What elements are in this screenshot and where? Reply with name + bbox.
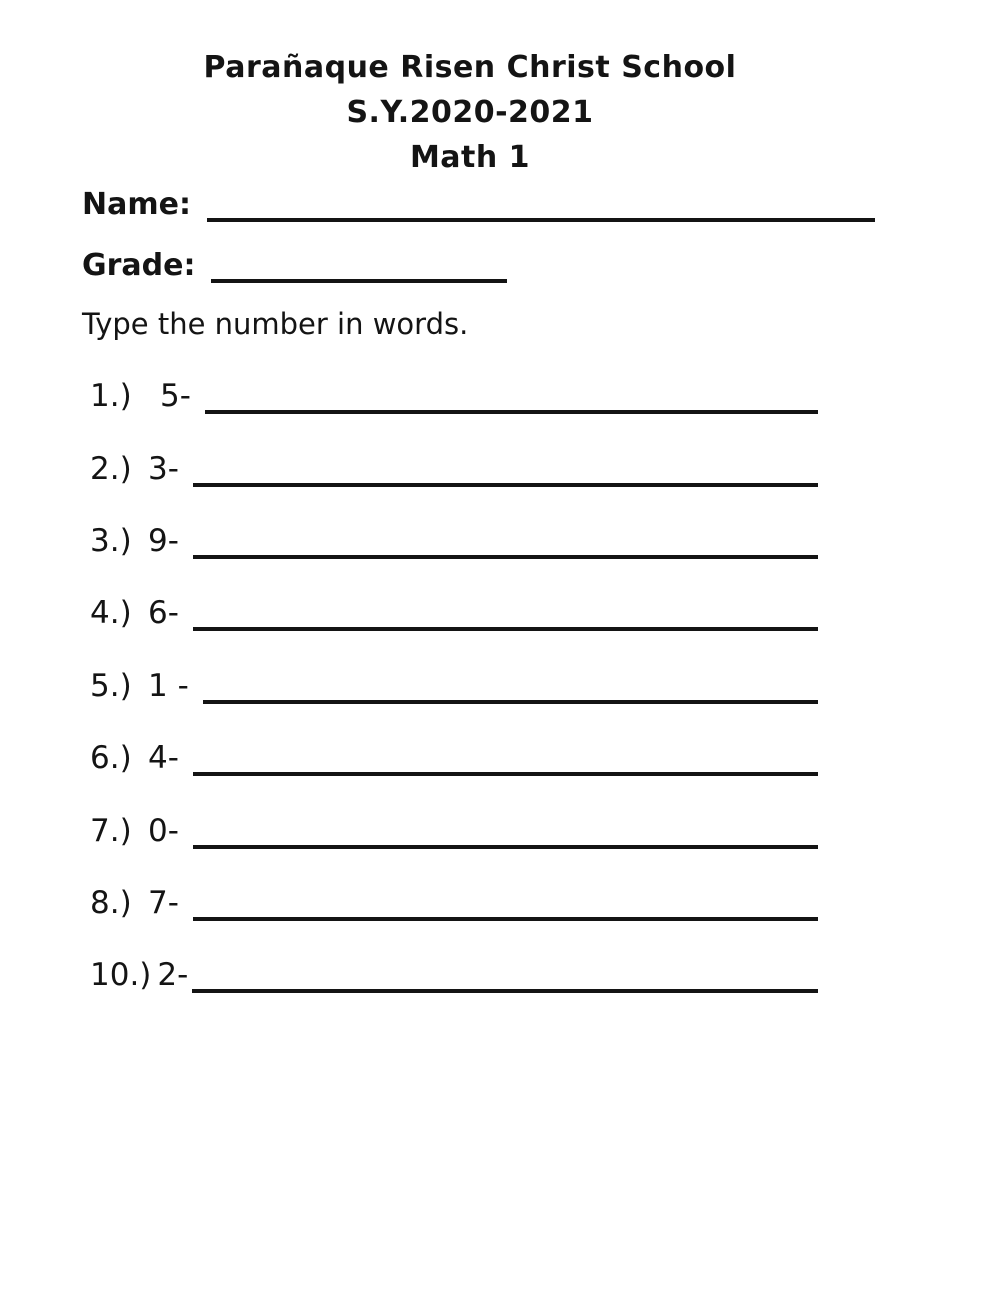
item-number-label: 7.): [90, 813, 132, 849]
answer-blank[interactable]: [205, 378, 818, 414]
worksheet-item: [90, 809, 818, 853]
answer-blank[interactable]: [193, 885, 818, 921]
worksheet-item: [90, 881, 818, 925]
grade-blank[interactable]: [211, 249, 507, 283]
grade-row: [82, 247, 507, 285]
worksheet-item: [90, 736, 818, 780]
item-number-label: 3.): [90, 523, 132, 559]
worksheet-item: [90, 374, 818, 418]
item-value: 9-: [148, 523, 179, 559]
item-value: 5-: [160, 378, 191, 414]
name-label: Name:: [82, 187, 191, 222]
item-value: 4-: [148, 740, 179, 776]
item-number-label: 4.): [90, 595, 132, 631]
item-number-label: 5.): [90, 668, 132, 704]
worksheet-item: [90, 664, 818, 708]
item-value: 2-: [157, 957, 189, 993]
name-row: [82, 186, 875, 224]
school-name: Parañaque Risen Christ School: [203, 50, 737, 85]
item-number-label: 2.): [90, 451, 132, 487]
answer-blank[interactable]: [193, 595, 818, 631]
item-value: 6-: [148, 595, 179, 631]
item-number-label: 6.): [90, 740, 132, 776]
item-number-label: 1.): [90, 378, 132, 414]
answer-blank[interactable]: [192, 957, 818, 993]
answer-blank[interactable]: [193, 451, 818, 487]
school-year: S.Y.2020-2021: [346, 95, 594, 130]
subject-title: Math 1: [409, 140, 531, 175]
worksheet-item: [90, 447, 818, 491]
item-value: 0-: [148, 813, 179, 849]
instruction-text: Type the number in words.: [82, 307, 469, 341]
worksheet-item: [90, 519, 818, 563]
answer-blank[interactable]: [193, 523, 818, 559]
item-value: 7-: [148, 885, 179, 921]
answer-blank[interactable]: [193, 740, 818, 776]
worksheet-item: [90, 953, 818, 997]
item-number-label: 10.): [90, 957, 152, 993]
item-value: 1 -: [148, 668, 189, 704]
answer-blank[interactable]: [203, 668, 818, 704]
worksheet-item: [90, 591, 818, 635]
item-value: 3-: [148, 451, 179, 487]
item-number-label: 8.): [90, 885, 132, 921]
grade-label: Grade:: [82, 248, 196, 283]
answer-blank[interactable]: [193, 813, 818, 849]
name-blank[interactable]: [207, 188, 875, 222]
